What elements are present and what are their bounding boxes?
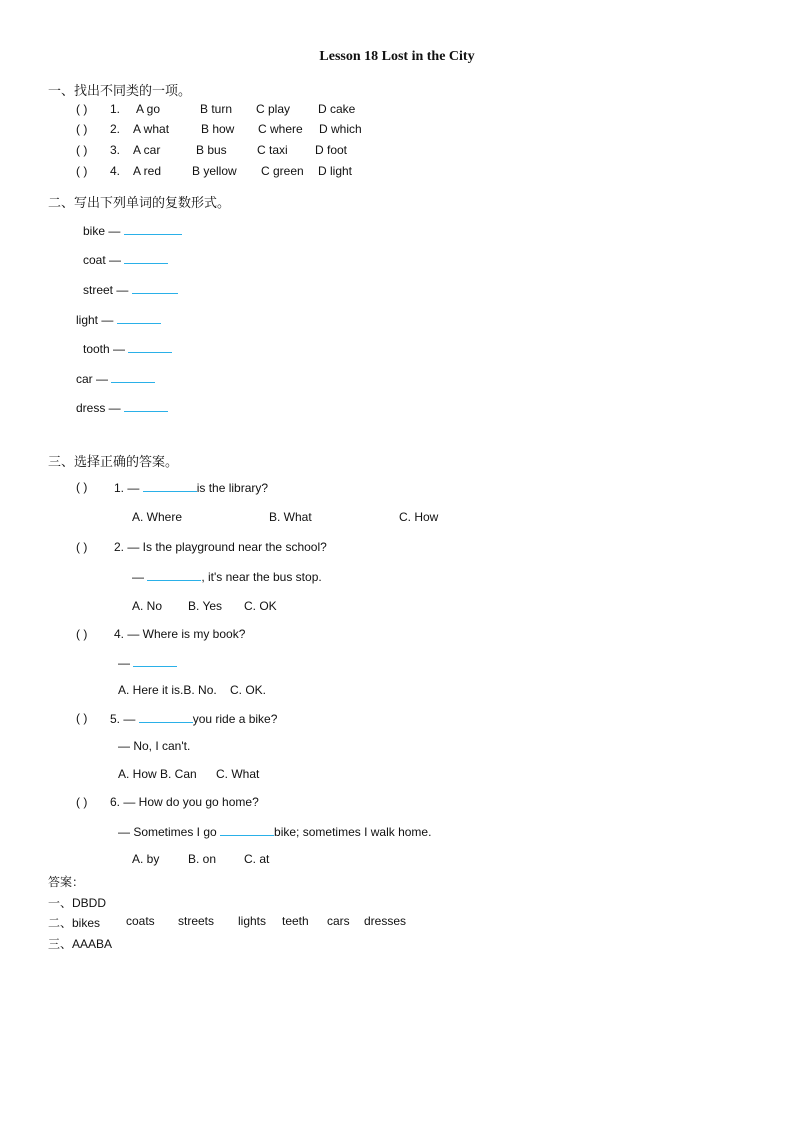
plural-item: coat — <box>83 252 168 267</box>
option-a: A. by <box>132 852 160 866</box>
answer-blank[interactable] <box>124 400 168 412</box>
option-c: C. How <box>399 510 439 524</box>
plural-item: light — <box>76 312 161 327</box>
answer-blank[interactable] <box>133 655 177 667</box>
question-6-reply: — Sometimes I go bike; sometimes I walk home. <box>118 825 432 839</box>
question-2-reply: — , it's near the bus stop. <box>132 570 322 584</box>
question-4-reply: — <box>118 655 177 670</box>
question-5-reply: — No, I can't. <box>118 739 191 753</box>
section3-heading: 三、选择正确的答案。 <box>48 454 179 469</box>
answer-blank[interactable] <box>117 312 161 324</box>
question-6: 6. — How do you go home? <box>110 795 259 809</box>
question-paren: ( ) <box>76 480 88 494</box>
answers-line-3: 三、AAABA <box>48 937 113 951</box>
answers-label: 答案： <box>48 875 85 889</box>
answer-blank[interactable] <box>132 282 178 294</box>
option-b: B. on <box>188 852 217 866</box>
question-5: 5. — you ride a bike? <box>110 712 278 726</box>
option-c: C. OK. <box>230 683 267 697</box>
option-c: C. at <box>244 852 270 866</box>
answer-blank[interactable] <box>124 252 168 264</box>
options-ab: A. Here it is.B. No. <box>118 683 217 697</box>
section2-heading: 二、写出下列单词的复数形式。 <box>48 195 231 210</box>
answer-blank[interactable] <box>139 711 193 723</box>
options-ab: A. How B. Can <box>118 767 197 781</box>
question-4: 4. — Where is my book? <box>114 627 246 641</box>
question-paren: ( ) <box>76 540 88 554</box>
section1-heading: 一、找出不同类的一项。 <box>48 83 192 98</box>
plural-item: tooth — <box>83 341 172 356</box>
option-a: A. No <box>132 599 163 613</box>
answer-blank[interactable] <box>111 371 155 383</box>
page-title: Lesson 18 Lost in the City <box>319 49 475 64</box>
plural-item: street — <box>83 282 178 297</box>
plural-item: bike — <box>83 223 182 238</box>
plural-item: car — <box>76 371 155 386</box>
answer-blank[interactable] <box>124 223 182 235</box>
answer-blank[interactable] <box>147 569 201 581</box>
option-c: C. OK <box>244 599 277 613</box>
question-paren: ( ) <box>76 711 88 725</box>
option-c: C. What <box>216 767 260 781</box>
option-b: B. Yes <box>188 599 223 613</box>
option-a: A. Where <box>132 510 183 524</box>
answers-line-1: 一、DBDD <box>48 896 107 910</box>
answer-blank[interactable] <box>128 341 172 353</box>
question-paren: ( ) <box>76 627 88 641</box>
option-b: B. What <box>269 510 312 524</box>
answer-blank[interactable] <box>220 824 274 836</box>
question-1: 1. — is the library? <box>114 481 269 495</box>
plural-item: dress — <box>76 400 168 415</box>
question-2: 2. — Is the playground near the school? <box>114 540 327 554</box>
answer-blank[interactable] <box>143 480 197 492</box>
question-paren: ( ) <box>76 795 88 809</box>
